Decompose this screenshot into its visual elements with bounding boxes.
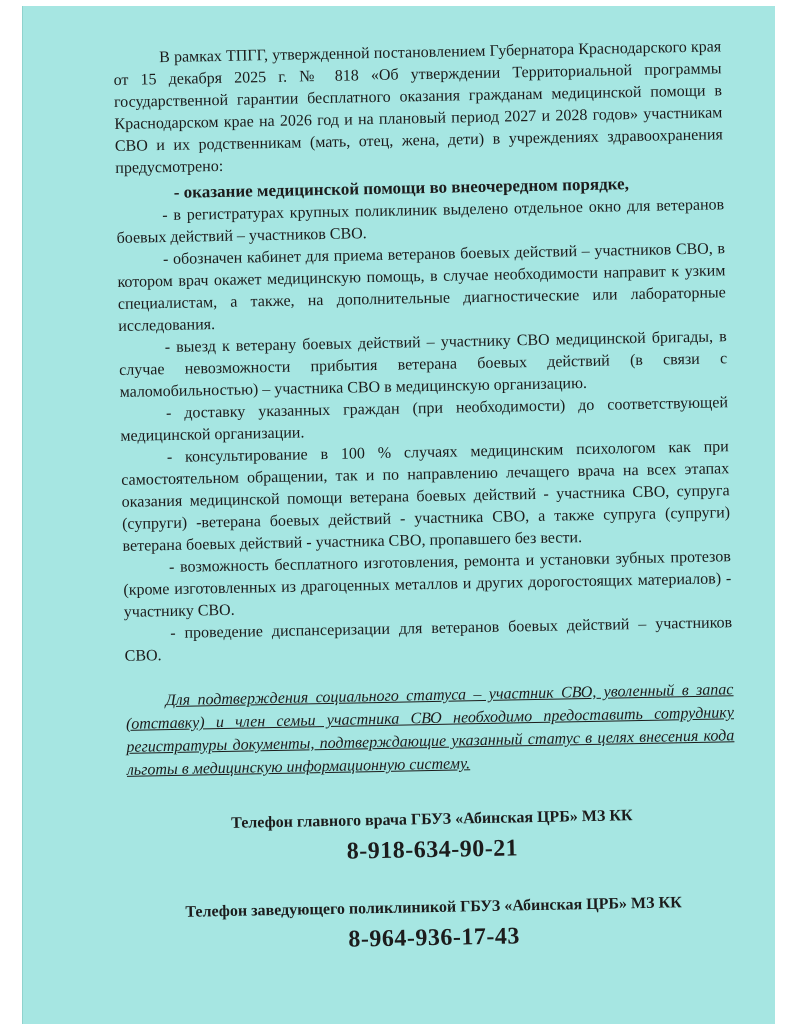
clinic-head-phone-number: 8-964-936-17-43 <box>348 923 521 953</box>
list-item-home-visit: - выезд к ветерану боевых действий – участнику СВО медицинской бригады, в случае невозможности прибытия ветерана боевых действий (в связи с маломобильностью) – участника СВО в медицинскую организацию. <box>119 328 728 401</box>
intro-paragraph: В рамках ТПГГ, утвержденной постановлением Губернатора Краснодарского края от 15 декабря 2025 г. № 818 «Об утверждении Территориальной программы государственной гарантии бесплатного оказания гражданам медицинской помощи в Краснодарском крае на 2026 год и на плановый период 2027 и 2028 годов» участникам СВО и их родственникам (мать, отец, жена, дети) в учреждениях здравоохранения предусмотрено: <box>113 38 723 177</box>
clinic-head-phone-label: Телефон заведующего поликлиникой ГБУЗ «Абинская ЦРБ» МЗ КК <box>185 894 682 921</box>
list-item-separate-window: - в регистратурах крупных поликлиник выделено отдельное окно для ветеранов боевых действий – участников СВО. <box>116 196 725 247</box>
document-body <box>113 36 738 959</box>
status-confirmation-notice: Для подтверждения социального статуса – участник СВО, уволенный в запас (отставку) и член семьи участника СВО необходимо предоставить сотруднику регистратуры документы, подтверждающие указанный статус в целях внесения кода льготы в медицинскую информационную систему. <box>125 681 735 779</box>
chief-doctor-phone-number: 8-918-634-90-21 <box>346 835 519 865</box>
list-item-psychologist: - консультирование в 100 % случаях медицинским психологом как при самостоятельном обращении, так и по направлению лечащего врача на всех этапах оказания медицинской помощи ветерана боевых действий - участника СВО, супруга (супруги) -ветерана боевых действий - участника СВО, а также супруга (супруги) ветерана боевых действий - участника СВО, пропавшего без вести. <box>121 438 731 555</box>
priority-care-heading: - оказание медицинской помощи во внеочередном порядке, <box>173 174 630 202</box>
list-item-dental-prosthetics: - возможность бесплатного изготовления, ремонта и установки зубных протезов (кроме изготовленных из драгоценных металлов и других дорогостоящих материалов) - участнику СВО. <box>123 548 732 621</box>
list-item-transport: - доставку указанных граждан (при необходимости) до соответствующей медицинской организации. <box>120 394 729 445</box>
chief-doctor-phone-label: Телефон главного врача ГБУЗ «Абинская ЦРБ» МЗ КК <box>231 807 633 832</box>
list-item-dedicated-office: - обозначен кабинет для приема ветеранов боевых действий – участников СВО, в котором врач окажет медицинскую помощь, в случае необходимости направит к узким специалистам, а также, на дополнительные диагностические или лабораторные исследования. <box>117 240 726 335</box>
paper-sheet <box>22 6 775 1024</box>
list-item-medical-checkup: - проведение диспансеризации для ветеранов боевых действий – участников СВО. <box>124 614 733 665</box>
